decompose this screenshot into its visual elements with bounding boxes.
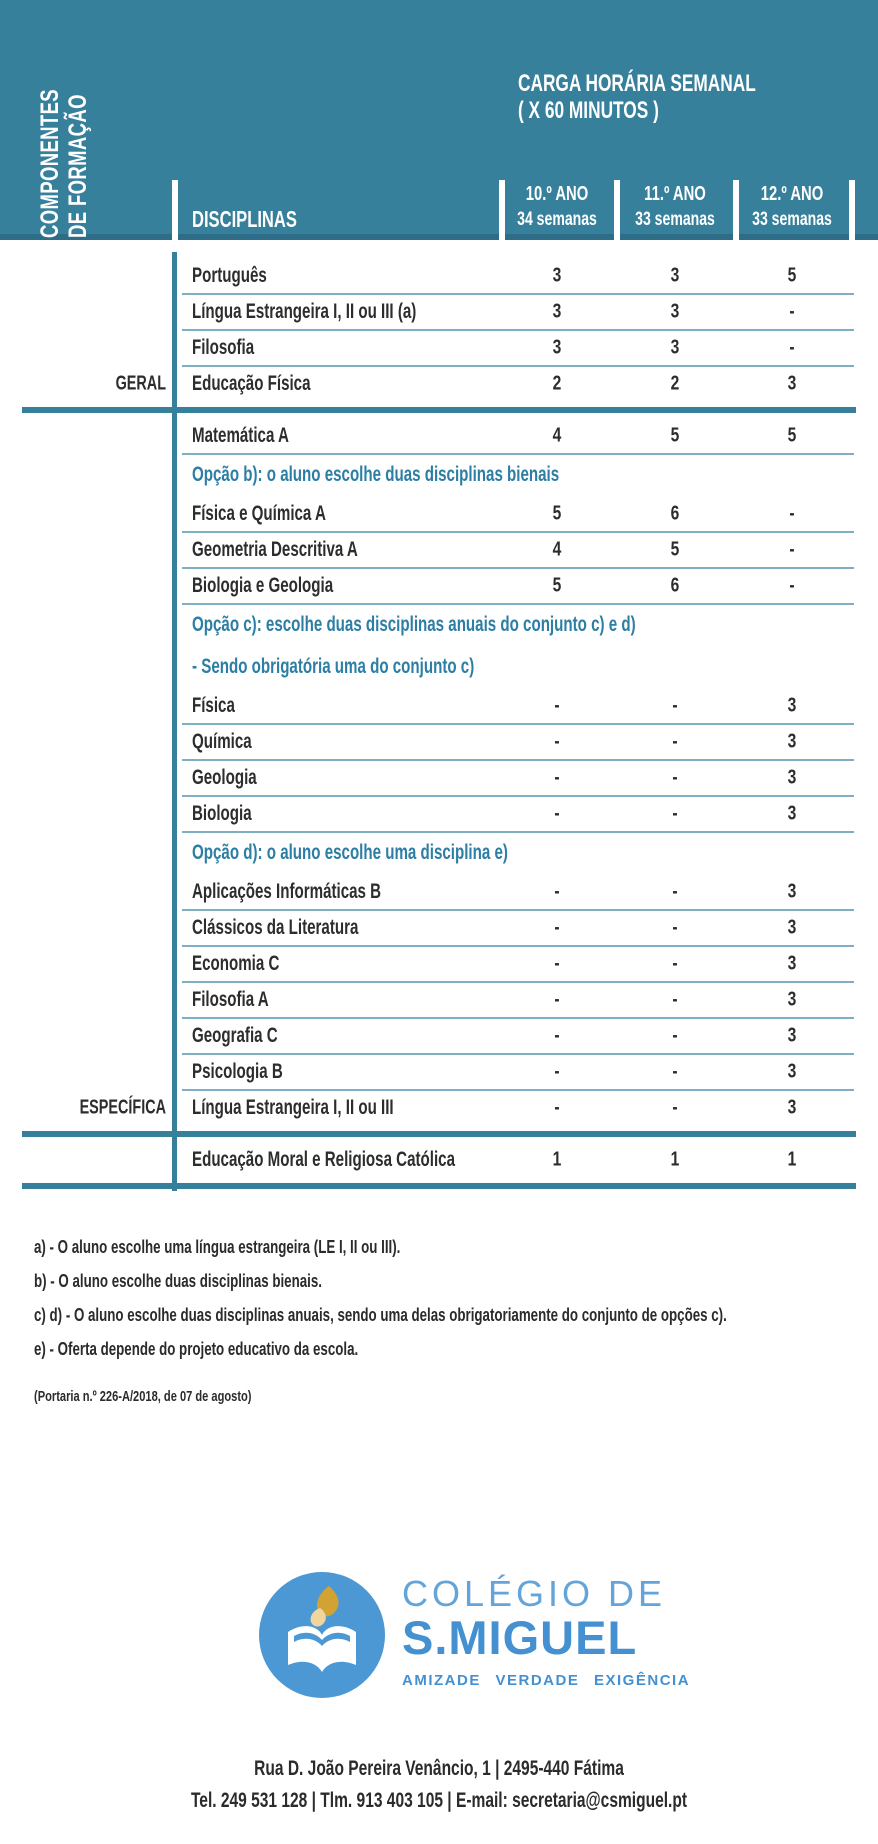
subject-row bbox=[0, 418, 878, 454]
hours-value: 3 bbox=[787, 372, 797, 395]
contact-address: Rua D. João Pereira Venâncio, 1 | 2495-440 Fátima bbox=[254, 1757, 624, 1780]
hours-value: 1 bbox=[552, 1148, 562, 1171]
subject-name: Clássicos da Literatura bbox=[192, 916, 359, 939]
column-divider-bar bbox=[499, 180, 505, 240]
hours-value: - bbox=[554, 694, 560, 717]
hours-value: 3 bbox=[670, 336, 680, 359]
hours-value: 5 bbox=[670, 538, 680, 561]
subject-row bbox=[0, 874, 878, 910]
flame-icon bbox=[311, 1586, 339, 1626]
subject-row bbox=[0, 294, 878, 330]
hours-value: 3 bbox=[670, 300, 680, 323]
year-label: 11.º ANO bbox=[644, 183, 706, 205]
option-header-row bbox=[0, 832, 878, 874]
hours-value: 3 bbox=[670, 264, 680, 287]
hours-value: - bbox=[789, 300, 795, 323]
hours-value: 6 bbox=[670, 502, 680, 525]
option-header-text: Opção c): escolhe duas disciplinas anuais do conjunto c) e d) bbox=[192, 613, 636, 636]
column-divider-bar bbox=[733, 180, 739, 240]
book-icon bbox=[288, 1626, 356, 1672]
year-column-header-12 bbox=[751, 181, 834, 232]
table-body bbox=[0, 240, 878, 1194]
hours-value: 1 bbox=[670, 1148, 680, 1171]
footnote-a: a) - O aluno escolhe uma língua estrangeira (LE I, II ou III). bbox=[34, 1237, 401, 1257]
hours-value: - bbox=[789, 574, 795, 597]
subject-name: Economia C bbox=[192, 952, 280, 975]
option-header-row bbox=[0, 604, 878, 646]
hours-value: - bbox=[554, 1024, 560, 1047]
subject-name: Biologia bbox=[192, 802, 252, 825]
hours-value: 3 bbox=[552, 264, 562, 287]
hours-value: 4 bbox=[552, 538, 562, 561]
section-divider bbox=[0, 402, 878, 418]
logo-name-top: COLÉGIO DE bbox=[402, 1573, 667, 1614]
footnotes bbox=[34, 1237, 878, 1405]
subject-name: Geometria Descritiva A bbox=[192, 538, 358, 561]
hours-value: - bbox=[672, 766, 678, 789]
hours-value: 3 bbox=[787, 988, 797, 1011]
subject-row bbox=[0, 760, 878, 796]
subject-row bbox=[0, 532, 878, 568]
weeks-label: 33 semanas bbox=[635, 209, 715, 230]
hours-value: - bbox=[554, 880, 560, 903]
hours-value: 3 bbox=[787, 1060, 797, 1083]
option-header-text: Opção b): o aluno escolhe duas disciplinas bienais bbox=[192, 463, 560, 486]
option-header-row bbox=[0, 646, 878, 688]
regulation-note: (Portaria n.º 226-A/2018, de 07 de agosto) bbox=[34, 1388, 252, 1405]
hours-value: - bbox=[672, 694, 678, 717]
hours-value: 3 bbox=[787, 880, 797, 903]
formation-components-line2: DE FORMAÇÃO bbox=[64, 94, 92, 238]
hours-value: - bbox=[672, 1024, 678, 1047]
subject-row bbox=[0, 496, 878, 532]
subject-row bbox=[0, 366, 878, 402]
subject-name: Educação Física bbox=[192, 372, 311, 395]
section-divider-bar bbox=[22, 407, 856, 413]
hours-value: - bbox=[554, 730, 560, 753]
subject-row bbox=[0, 1090, 878, 1126]
subject-row bbox=[0, 568, 878, 604]
section-divider bbox=[0, 1126, 878, 1142]
hours-value: 1 bbox=[787, 1148, 797, 1171]
hours-value: - bbox=[789, 502, 795, 525]
year-label: 12.º ANO bbox=[760, 183, 824, 205]
footnote-e: e) - Oferta depende do projeto educativo da escola. bbox=[34, 1339, 359, 1359]
option-header-text: - Sendo obrigatória uma do conjunto c) bbox=[192, 655, 475, 678]
subject-name: Filosofia A bbox=[192, 988, 269, 1011]
hours-value: - bbox=[554, 952, 560, 975]
column-divider-bar bbox=[614, 180, 620, 240]
hours-value: - bbox=[672, 880, 678, 903]
hours-value: - bbox=[672, 730, 678, 753]
component-section-label: GERAL bbox=[115, 372, 166, 395]
subject-name: Física e Química A bbox=[192, 502, 326, 525]
school-logo-graphic bbox=[259, 1572, 385, 1698]
subject-name: Geologia bbox=[192, 766, 257, 789]
hours-value: - bbox=[672, 952, 678, 975]
hours-value: - bbox=[554, 1096, 560, 1119]
subject-name: Português bbox=[192, 264, 267, 287]
hours-value: 5 bbox=[552, 502, 562, 525]
subject-row bbox=[0, 258, 878, 294]
subject-row bbox=[0, 1018, 878, 1054]
hours-value: 3 bbox=[787, 952, 797, 975]
hours-value: - bbox=[672, 802, 678, 825]
hours-value: 3 bbox=[787, 766, 797, 789]
hours-value: - bbox=[672, 1096, 678, 1119]
hours-value: - bbox=[554, 916, 560, 939]
hours-value: 5 bbox=[670, 424, 680, 447]
subject-name: Biologia e Geologia bbox=[192, 574, 334, 597]
weeks-label: 33 semanas bbox=[752, 209, 832, 230]
hours-value: 5 bbox=[787, 264, 797, 287]
component-section-label: ESPECÍFICA bbox=[79, 1096, 166, 1119]
option-header-row bbox=[0, 454, 878, 496]
subject-name: Língua Estrangeira I, II ou III bbox=[192, 1096, 394, 1119]
hours-value: 3 bbox=[787, 802, 797, 825]
option-header-text: Opção d): o aluno escolhe uma disciplina e) bbox=[192, 841, 508, 864]
formation-components-label bbox=[36, 89, 92, 238]
subject-row bbox=[0, 1142, 878, 1178]
subject-name: Física bbox=[192, 694, 235, 717]
formation-components-line1: COMPONENTES bbox=[36, 88, 64, 238]
weekly-hours-title-line1: CARGA HORÁRIA SEMANAL bbox=[518, 70, 756, 97]
year-column-header-11 bbox=[634, 181, 717, 232]
hours-value: 6 bbox=[670, 574, 680, 597]
hours-value: - bbox=[554, 1060, 560, 1083]
school-logo-text bbox=[402, 1574, 690, 1689]
hours-value: 2 bbox=[552, 372, 562, 395]
subject-row bbox=[0, 1054, 878, 1090]
column-divider-bar bbox=[172, 180, 178, 240]
logo-tagline: AMIZADE VERDADE EXIGÊNCIA bbox=[402, 1672, 691, 1689]
hours-value: 3 bbox=[787, 730, 797, 753]
subject-name: Química bbox=[192, 730, 252, 753]
subject-row bbox=[0, 982, 878, 1018]
hours-value: - bbox=[672, 916, 678, 939]
footnote-cd: c) d) - O aluno escolhe duas disciplinas anuais, sendo uma delas obrigatoriamente do conjunto de opções c). bbox=[34, 1305, 727, 1325]
weekly-hours-title-line2: ( X 60 MINUTOS ) bbox=[518, 97, 659, 124]
subject-name: Matemática A bbox=[192, 424, 289, 447]
weekly-hours-title bbox=[518, 70, 756, 124]
logo-name-main: S.MIGUEL bbox=[402, 1611, 638, 1664]
section-divider-bar bbox=[22, 1183, 856, 1189]
hours-value: - bbox=[672, 1060, 678, 1083]
hours-value: 3 bbox=[552, 300, 562, 323]
footnote-b: b) - O aluno escolhe duas disciplinas bienais. bbox=[34, 1271, 322, 1291]
subject-name: Educação Moral e Religiosa Católica bbox=[192, 1148, 456, 1171]
hours-value: - bbox=[554, 802, 560, 825]
hours-value: 3 bbox=[787, 916, 797, 939]
section-divider-bar bbox=[22, 1131, 856, 1137]
hours-value: - bbox=[554, 988, 560, 1011]
subject-row bbox=[0, 724, 878, 760]
hours-value: 3 bbox=[552, 336, 562, 359]
hours-value: 4 bbox=[552, 424, 562, 447]
subject-name: Psicologia B bbox=[192, 1060, 283, 1083]
column-divider-bar bbox=[849, 180, 855, 240]
section-divider bbox=[0, 1178, 878, 1194]
hours-value: - bbox=[789, 538, 795, 561]
subject-row bbox=[0, 796, 878, 832]
hours-value: 3 bbox=[787, 1096, 797, 1119]
weeks-label: 34 semanas bbox=[517, 209, 597, 230]
subject-name: Língua Estrangeira I, II ou III (a) bbox=[192, 300, 417, 323]
school-logo bbox=[259, 1572, 385, 1698]
hours-value: - bbox=[672, 988, 678, 1011]
header-band bbox=[0, 0, 878, 240]
hours-value: - bbox=[554, 766, 560, 789]
subject-row bbox=[0, 910, 878, 946]
hours-value: 3 bbox=[787, 1024, 797, 1047]
subject-row bbox=[0, 946, 878, 982]
year-label: 10.º ANO bbox=[525, 183, 589, 205]
year-column-header-10 bbox=[516, 181, 599, 232]
contact-phone-email: Tel. 249 531 128 | Tlm. 913 403 105 | E-mail: secretaria@csmiguel.pt bbox=[190, 1789, 688, 1812]
subject-name: Filosofia bbox=[192, 336, 255, 359]
subject-name: Aplicações Informáticas B bbox=[192, 880, 382, 903]
contact-block bbox=[0, 1756, 878, 1820]
hours-value: 2 bbox=[670, 372, 680, 395]
subject-name: Geografia C bbox=[192, 1024, 278, 1047]
hours-value: 3 bbox=[787, 694, 797, 717]
hours-value: - bbox=[789, 336, 795, 359]
hours-value: 5 bbox=[552, 574, 562, 597]
subject-row bbox=[0, 688, 878, 724]
subject-row bbox=[0, 330, 878, 366]
disciplines-column-header: DISCIPLINAS bbox=[192, 206, 297, 232]
hours-value: 5 bbox=[787, 424, 797, 447]
